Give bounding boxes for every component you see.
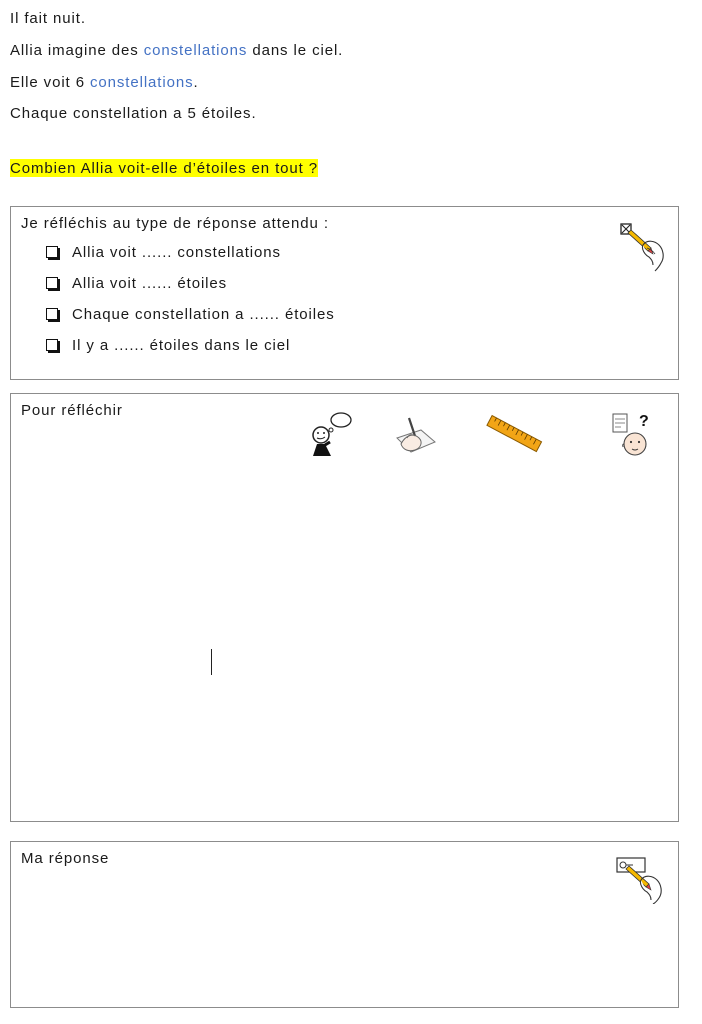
statement-line-1: Il fait nuit. (10, 10, 86, 27)
option-label: Chaque constellation a ...... étoiles (72, 306, 335, 323)
person-thinking-icon (307, 410, 353, 456)
answer-type-box (10, 206, 679, 380)
thinking-title: Pour réfléchir (21, 402, 123, 419)
option-constellations[interactable] (46, 244, 281, 261)
option-label: Allia voit ...... étoiles (72, 275, 228, 292)
svg-text:?: ? (639, 413, 650, 430)
statement-line-3-start: Elle voit 6 (10, 74, 90, 91)
person-reading-question-icon (609, 410, 661, 458)
hand-drawing-icon (391, 416, 439, 456)
statement-line-2 (10, 42, 343, 59)
checkbox-icon[interactable] (46, 308, 58, 320)
checkbox-icon[interactable] (46, 339, 58, 351)
answer-title: Ma réponse (21, 850, 110, 867)
hand-checking-box-icon (617, 221, 669, 273)
term-constellations-2[interactable]: constellations (90, 74, 194, 91)
statement-line-3 (10, 74, 199, 91)
checkbox-icon[interactable] (46, 277, 58, 289)
question (10, 160, 318, 177)
option-label: Allia voit ...... constellations (72, 244, 281, 261)
hand-writing-icon (615, 854, 669, 904)
option-label: Il y a ...... étoiles dans le ciel (72, 337, 291, 354)
option-il-y-a[interactable] (46, 337, 290, 354)
term-constellations-1[interactable]: constellations (143, 42, 248, 59)
statement-line-2-end: dans le ciel. (247, 42, 344, 59)
statement-line-4: Chaque constellation a 5 étoiles. (10, 105, 257, 122)
option-chaque-constellation[interactable] (46, 306, 335, 323)
ruler-icon (483, 414, 545, 454)
checkbox-icon[interactable] (46, 246, 58, 258)
thinking-box[interactable] (10, 393, 679, 822)
answer-box[interactable] (10, 841, 679, 1008)
statement-line-3-end: . (193, 74, 199, 91)
question-highlight: Combien Allia voit-elle d’étoiles en tout ? (10, 160, 319, 177)
text-cursor (211, 649, 212, 675)
answer-type-title: Je réfléchis au type de réponse attendu : (21, 215, 329, 232)
statement-line-2-start: Allia imagine des (10, 42, 144, 59)
option-etoiles[interactable] (46, 275, 227, 292)
